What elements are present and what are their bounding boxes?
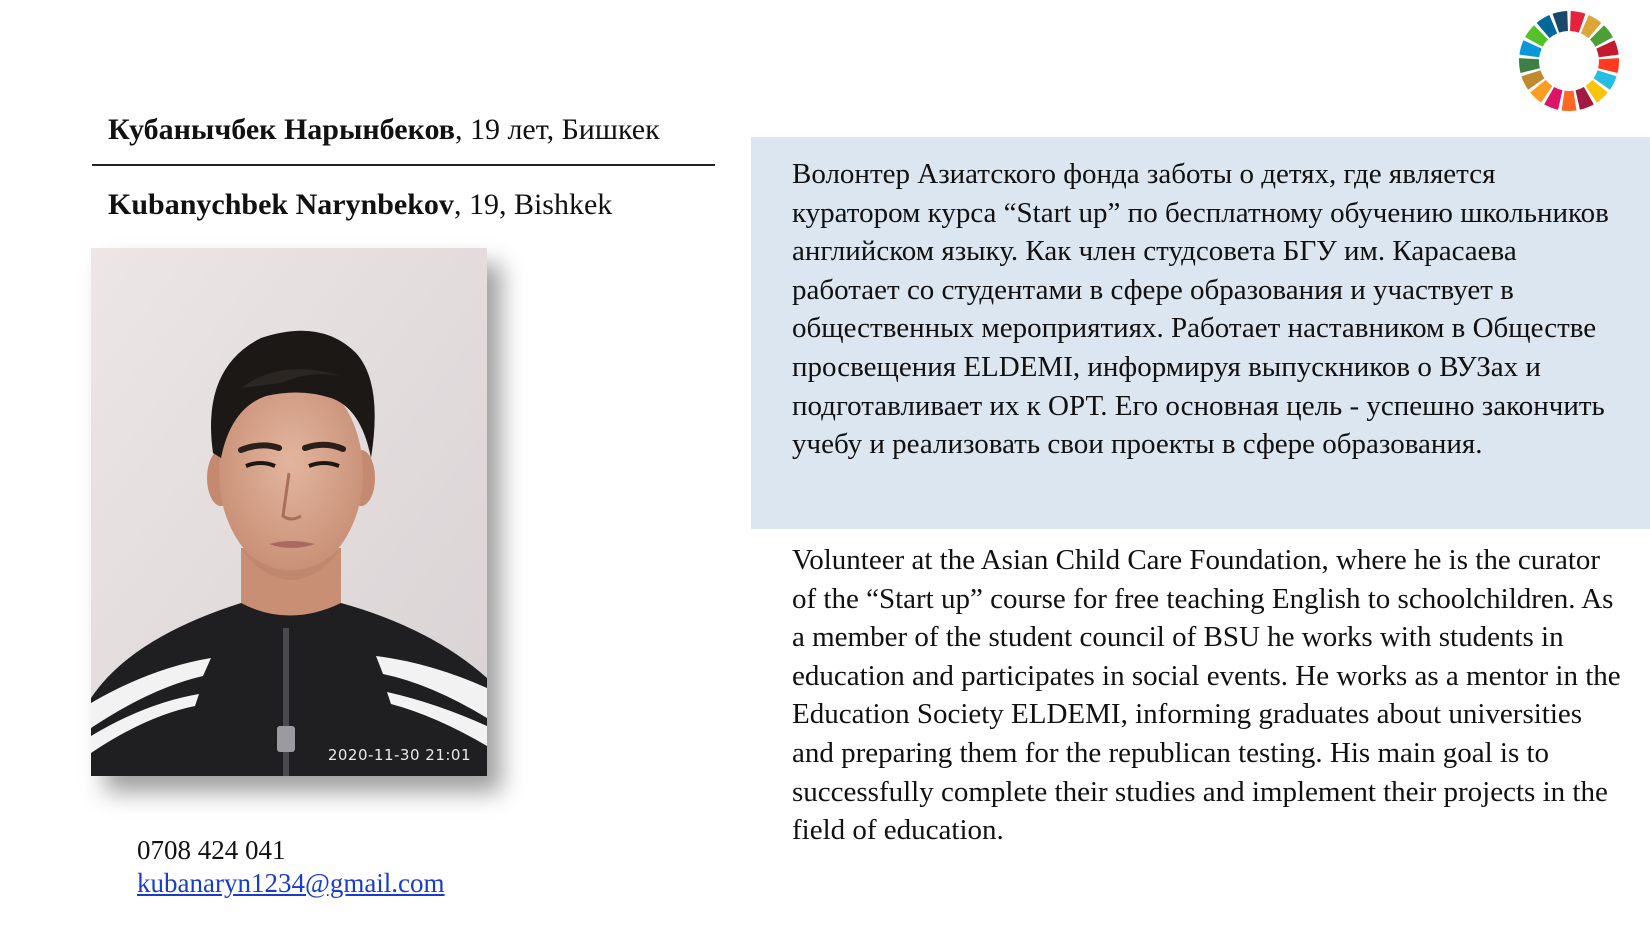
name-divider	[92, 164, 715, 166]
name-en-bold: Kubanychbek Narynbekov	[108, 188, 454, 221]
email-link[interactable]: kubanaryn1234@gmail.com	[137, 868, 445, 898]
name-ru-details: , 19 лет, Бишкек	[454, 113, 660, 146]
portrait-photo	[91, 248, 487, 776]
sdg-wheel-segment	[1519, 58, 1540, 73]
phone-number: 0708 424 041	[137, 835, 286, 865]
name-ru	[108, 112, 660, 148]
photo-timestamp: 2020-11-30 21:01	[327, 746, 471, 764]
name-en-details: , 19, Bishkek	[453, 188, 613, 221]
bio-ru-text: Волонтер Азиатского фонда заботы о детях, где является куратором курса “Start up” по бесплатному обучению школьников английском языку. Как член студсовета БГУ им. Карасаева работает со студентами в сфере образования и участвует в общественных мероприятиях. Работает наставником в Обществе просвещения ELDEMI, информируя выпускников о ВУЗах и подготавливает их к ОРТ. Его основная цель - успешно закончить учебу и реализовать свои проекты в сфере образования.	[792, 158, 1609, 461]
sdg-wheel-segment	[1562, 91, 1577, 111]
name-en	[108, 187, 612, 223]
sdg-wheel-icon	[1517, 9, 1621, 113]
bio-en-text: Volunteer at the Asian Child Care Foundation, where he is the curator of the “Start up” course for free teaching English to schoolchildren. As a member of the student council of BSU he works with students in education and participates in social events. He works as a mentor in the Education Society ELDEMI, informing graduates about universities and preparing them for the republican testing. His main goal is to successfully complete their studies and implement their projects in the field of education.	[792, 544, 1621, 847]
name-ru-bold: Кубанычбек Нарынбеков	[108, 113, 455, 146]
sdg-wheel-segment	[1598, 58, 1619, 73]
